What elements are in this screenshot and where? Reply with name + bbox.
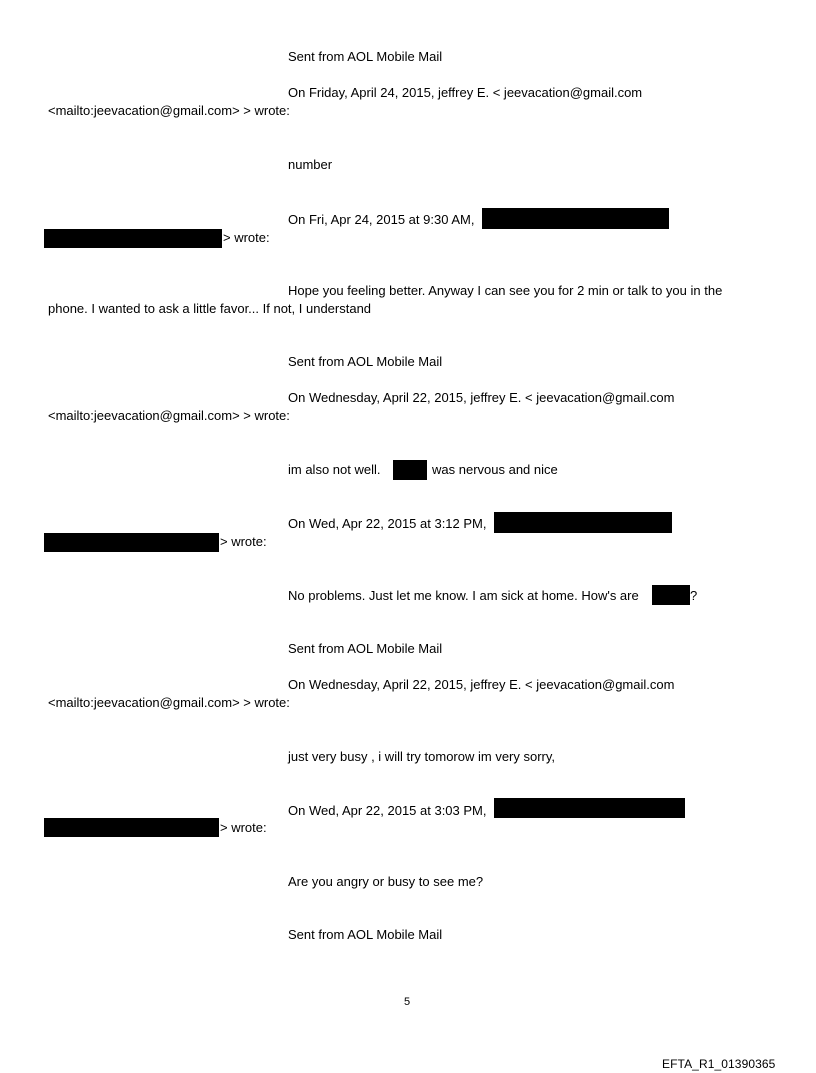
reply-header-line: <mailto:jeevacation@gmail.com> > wrote: <box>48 408 290 423</box>
sent-from-line: Sent from AOL Mobile Mail <box>288 354 443 369</box>
message-body: phone. I wanted to ask a little favor... If not, I understand <box>48 301 372 316</box>
message-body: number <box>288 157 333 172</box>
message-body: just very busy , i will try tomorow im very sorry, <box>288 749 556 764</box>
message-body: No problems. Just let me know. I am sick at home. How's are <box>288 588 639 603</box>
reply-header-line: <mailto:jeevacation@gmail.com> > wrote: <box>48 103 290 118</box>
page-number: 5 <box>404 996 411 1008</box>
sent-from-line: Sent from AOL Mobile Mail <box>288 927 443 942</box>
message-body: im also not well. <box>288 462 381 477</box>
sent-from-line: Sent from AOL Mobile Mail <box>288 641 443 656</box>
redaction-box <box>482 208 669 229</box>
reply-header-line: > wrote: <box>220 820 267 835</box>
message-body: ? <box>690 588 698 603</box>
redaction-box <box>393 460 427 480</box>
redaction-box <box>44 533 219 552</box>
message-body: was nervous and nice <box>432 462 558 477</box>
reply-header-line: <mailto:jeevacation@gmail.com> > wrote: <box>48 695 290 710</box>
redaction-box <box>494 512 672 533</box>
redaction-box <box>44 818 219 837</box>
reply-header-line: On Wed, Apr 22, 2015 at 3:12 PM, <box>288 516 487 531</box>
sent-from-line: Sent from AOL Mobile Mail <box>288 49 443 64</box>
reply-header-line: > wrote: <box>220 534 267 549</box>
reply-header-line: On Fri, Apr 24, 2015 at 9:30 AM, <box>288 212 475 227</box>
redaction-box <box>652 585 690 605</box>
message-body: Are you angry or busy to see me? <box>288 874 484 889</box>
reply-header-line: On Wed, Apr 22, 2015 at 3:03 PM, <box>288 803 487 818</box>
reply-header-line: On Friday, April 24, 2015, jeffrey E. < jeevacation@gmail.com <box>288 85 643 100</box>
message-body: Hope you feeling better. Anyway I can see you for 2 min or talk to you in the <box>288 283 723 298</box>
reply-header-line: On Wednesday, April 22, 2015, jeffrey E. < jeevacation@gmail.com <box>288 390 675 405</box>
reply-header-line: On Wednesday, April 22, 2015, jeffrey E. < jeevacation@gmail.com <box>288 677 675 692</box>
document-id: EFTA_R1_01390365 <box>662 1057 776 1071</box>
reply-header-line: > wrote: <box>223 230 270 245</box>
redaction-box <box>44 229 222 248</box>
redaction-box <box>494 798 685 818</box>
